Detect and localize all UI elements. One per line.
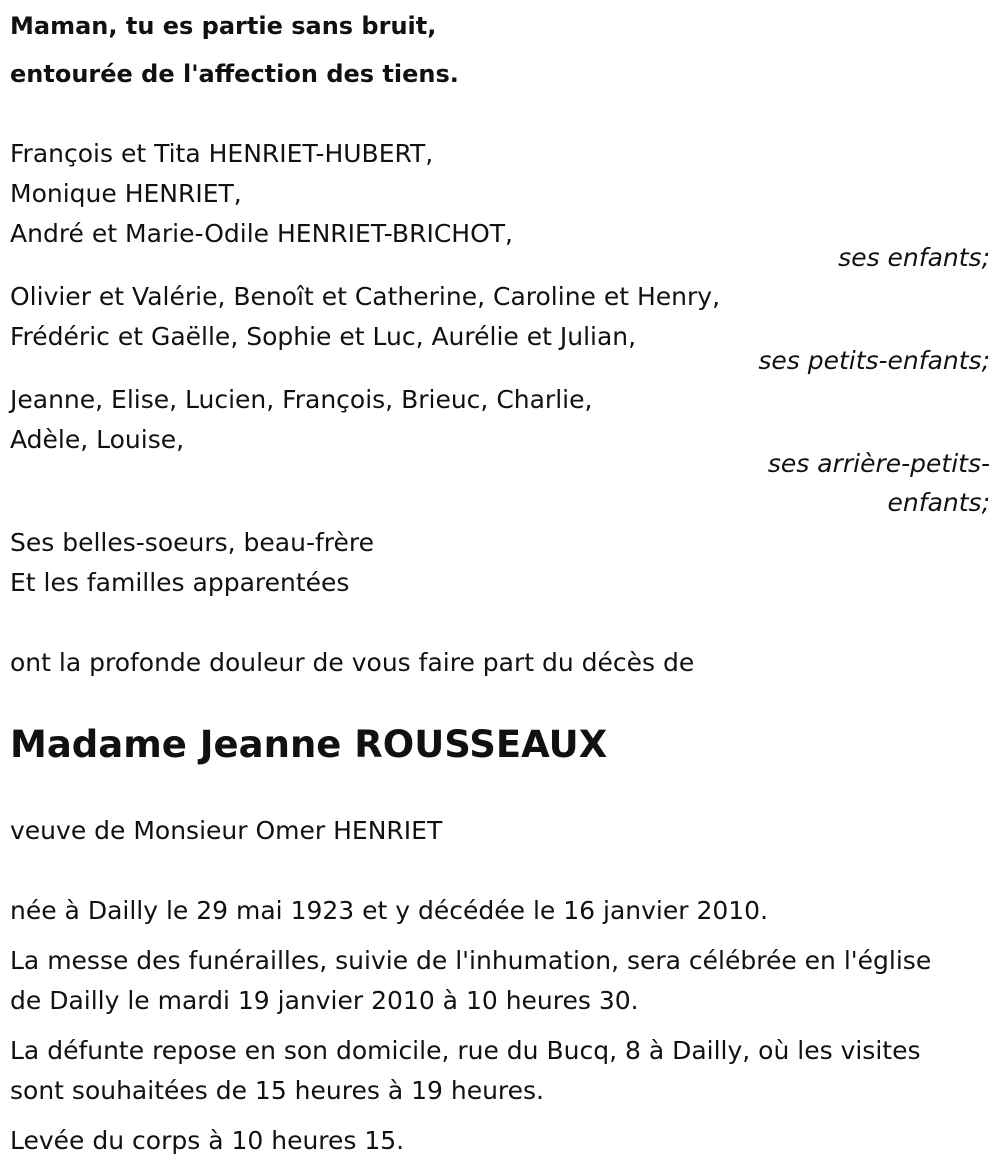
- great-grandchildren-name-1: Jeanne, Elise, Lucien, François, Brieuc, Charlie,: [10, 385, 593, 414]
- departure: Levée du corps à 10 heures 15.: [10, 1126, 405, 1155]
- relatives-line-1: Ses belles-soeurs, beau-frère: [10, 528, 374, 557]
- epigraph-line-2: entourée de l'affection des tiens.: [10, 60, 459, 88]
- children-name-2: Monique HENRIET,: [10, 179, 242, 208]
- great-grandchildren-role-line-1: ses arrière-petits-: [767, 449, 990, 478]
- grandchildren-name-2: Frédéric et Gaëlle, Sophie et Luc, Aurélie et Julian,: [10, 322, 637, 351]
- grandchildren-role: ses petits-enfants;: [758, 346, 990, 375]
- announcement: ont la profonde douleur de vous faire part du décès de: [10, 648, 695, 677]
- great-grandchildren-role-line-2: enfants;: [887, 488, 990, 517]
- grandchildren-name-1: Olivier et Valérie, Benoît et Catherine, Caroline et Henry,: [10, 282, 721, 311]
- children-name-3: André et Marie-Odile HENRIET-BRICHOT,: [10, 219, 513, 248]
- funeral-line-2: de Dailly le mardi 19 janvier 2010 à 10 heures 30.: [10, 986, 639, 1015]
- epigraph-line-1: Maman, tu es partie sans bruit,: [10, 12, 437, 40]
- great-grandchildren-name-2: Adèle, Louise,: [10, 425, 185, 454]
- children-role: ses enfants;: [838, 243, 990, 272]
- funeral-line-1: La messe des funérailles, suivie de l'inhumation, sera célébrée en l'église: [10, 946, 932, 975]
- children-name-1: François et Tita HENRIET-HUBERT,: [10, 139, 434, 168]
- widow-of: veuve de Monsieur Omer HENRIET: [10, 816, 443, 845]
- birth-death: née à Dailly le 29 mai 1923 et y décédée le 16 janvier 2010.: [10, 896, 769, 925]
- deceased-name: Madame Jeanne ROUSSEAUX: [10, 723, 608, 766]
- relatives-line-2: Et les familles apparentées: [10, 568, 350, 597]
- visits-line-2: sont souhaitées de 15 heures à 19 heures.: [10, 1076, 545, 1105]
- visits-line-1: La défunte repose en son domicile, rue du Bucq, 8 à Dailly, où les visites: [10, 1036, 921, 1065]
